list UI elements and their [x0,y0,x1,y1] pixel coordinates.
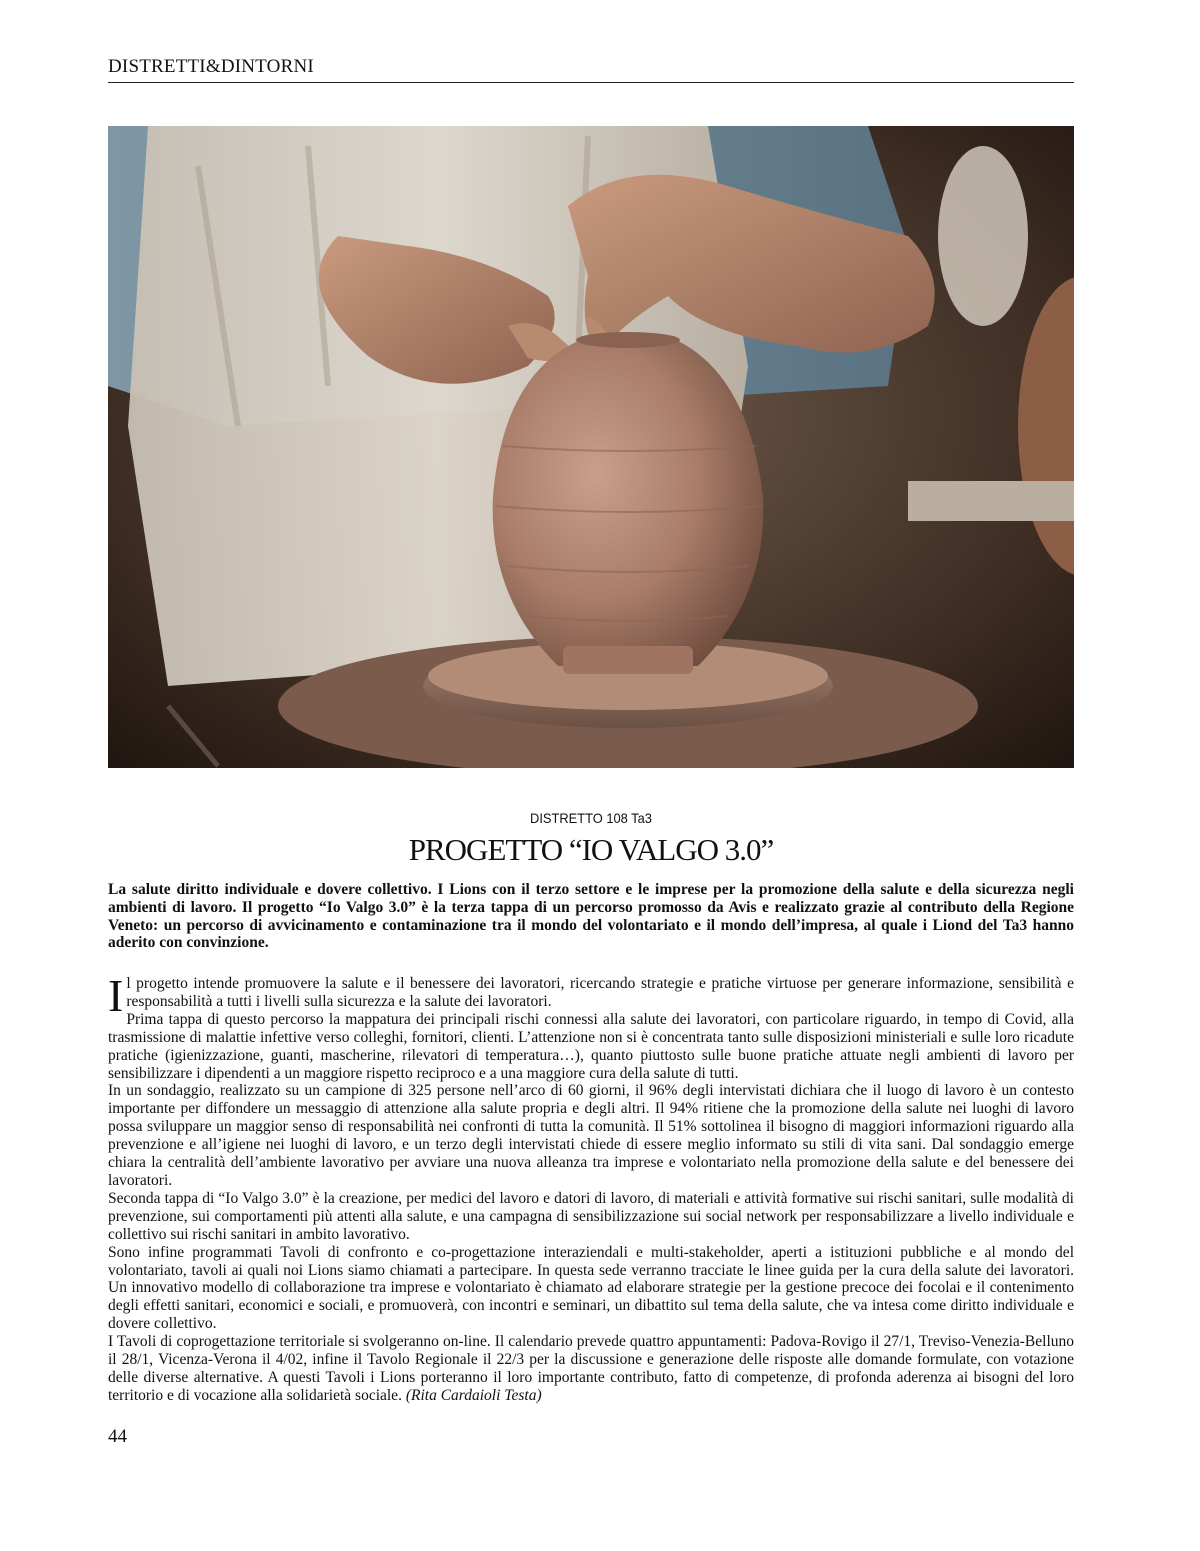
paragraph-2: Prima tappa di questo percorso la mappatura dei principali rischi connessi alla salute dei lavoratori, con particolare riguardo, in tempo di Covid, alla trasmissione di malattie infettive verso colleghi, fornitori, clienti. L’attenzione non si è concentrata tanto sulle disposizioni ministeriali e sulle loro ricadute pratiche (igienizzazione, guanti, mascherine, rilevatori di temperatura…), quanto piuttosto sulle buone pratiche attuate negli ambienti di lavoro per sensibilizzare i dipendenti a un maggiore rispetto reciproco e a una maggiore cura della salute di tutti. [108,1010,1074,1082]
paragraph-6-text: I Tavoli di coprogettazione territoriale si svolgeranno on-line. Il calendario prevede quattro appuntamenti: Padova-Rovigo il 27/1, Treviso-Venezia-Belluno il 28/1, Vicenza-Verona il 4/02, infine il Tavolo Regionale il 22/3 per la discussione e generazione delle risposte alle domande formulate, con votazione delle diverse alternative. A questi Tavoli i Lions porteranno il loro importante contributo, fatto di competenze, di profonda aderenza ai bisogni del loro territorio e di vocazione alla solidarietà sociale. [108,1333,1074,1404]
paragraph-5: Sono infine programmati Tavoli di confronto e co-progettazione interaziendali e multi-stakeholder, aperti a istituzioni pubbliche e al mondo del volontariato, tavoli ai quali noi Lions siamo chiamati a partecipare. In questa sede verranno tracciate le linee guida per la cura della salute dei lavoratori. Un innovativo modello di collaborazione tra imprese e volontariato è chiamato ad elaborare strategie per la gestione precoce dei focolai e il contenimento degli effetti sanitari, economici e sociali, e promuoverà, con incontri e seminari, un dibattito sul tema della salute, che va intesa come diritto individuale e dovere collettivo. [108,1243,1074,1333]
pottery-photo [108,126,1074,768]
paragraph-1 [108,970,1074,1021]
paragraph-1-text: l progetto intende promuovere la salute e il benessere dei lavoratori, ricercando strategie e pratiche virtuose per generare informazione, sensibilità e responsabilità a tutti i livelli sulla sicurezza e la salute dei lavoratori. [126,975,1074,1010]
author-signature: (Rita Cardaioli Testa) [405,1386,542,1404]
district-kicker: DISTRETTO 108 Ta3 [530,810,652,826]
paragraph-4: Seconda tappa di “Io Valgo 3.0” è la creazione, per medici del lavoro e datori di lavoro, di materiali e attività formative sui rischi sanitari, sulle modalità di prevenzione, sui comportamenti più attenti alla salute, e una campagna di sensibilizzazione sui social network per responsabilizzare a livello individuale e collettivo sui rischi sanitari in ambito lavorativo. [108,1189,1074,1243]
page-number: 44 [108,1426,127,1447]
article-lede: La salute diritto individuale e dovere collettivo. I Lions con il terzo settore e le imprese per la promozione della salute e della sicurezza negli ambienti di lavoro. Il progetto “Io Valgo 3.0” è la terza tappa di un percorso promosso da Avis e realizzato grazie al contributo della Regione Veneto: un percorso di avvicinamento e contaminazione tra il mondo del volontariato e il mondo dell’impresa, al quale i Liond del Ta3 hanno aderito con convinzione. [108,881,1074,952]
drop-cap: I [108,970,124,1021]
running-head: DISTRETTI&DINTORNI [108,56,314,77]
article-title: PROGETTO “IO VALGO 3.0” [408,832,774,867]
paragraph-6 [108,1333,1074,1405]
header-rule [108,82,1074,83]
paragraph-3: In un sondaggio, realizzato su un campione di 325 persone nell’arco di 60 giorni, il 96% degli intervistati dichiara che il luogo di lavoro è un contesto importante per diffondere un messaggio di attenzione alla salute propria e degli altri. Il 94% ritiene che la promozione della salute nei luoghi di lavoro possa sviluppare un maggior senso di responsabilità nei confronti di tutta la comunità. Il 51% sottolinea il bisogno di maggiori informazioni riguardo alla prevenzione e all’igiene nei luoghi di lavoro, e un terzo degli intervistati chiede di essere meglio informato su stili di vita sani. Dal sondaggio emerge chiara la centralità dell’ambiente lavorativo per avviare una nuova alleanza tra imprese e volontariato nella promozione della salute e del benessere dei lavoratori. [108,1082,1074,1189]
article-body [108,970,1074,1405]
